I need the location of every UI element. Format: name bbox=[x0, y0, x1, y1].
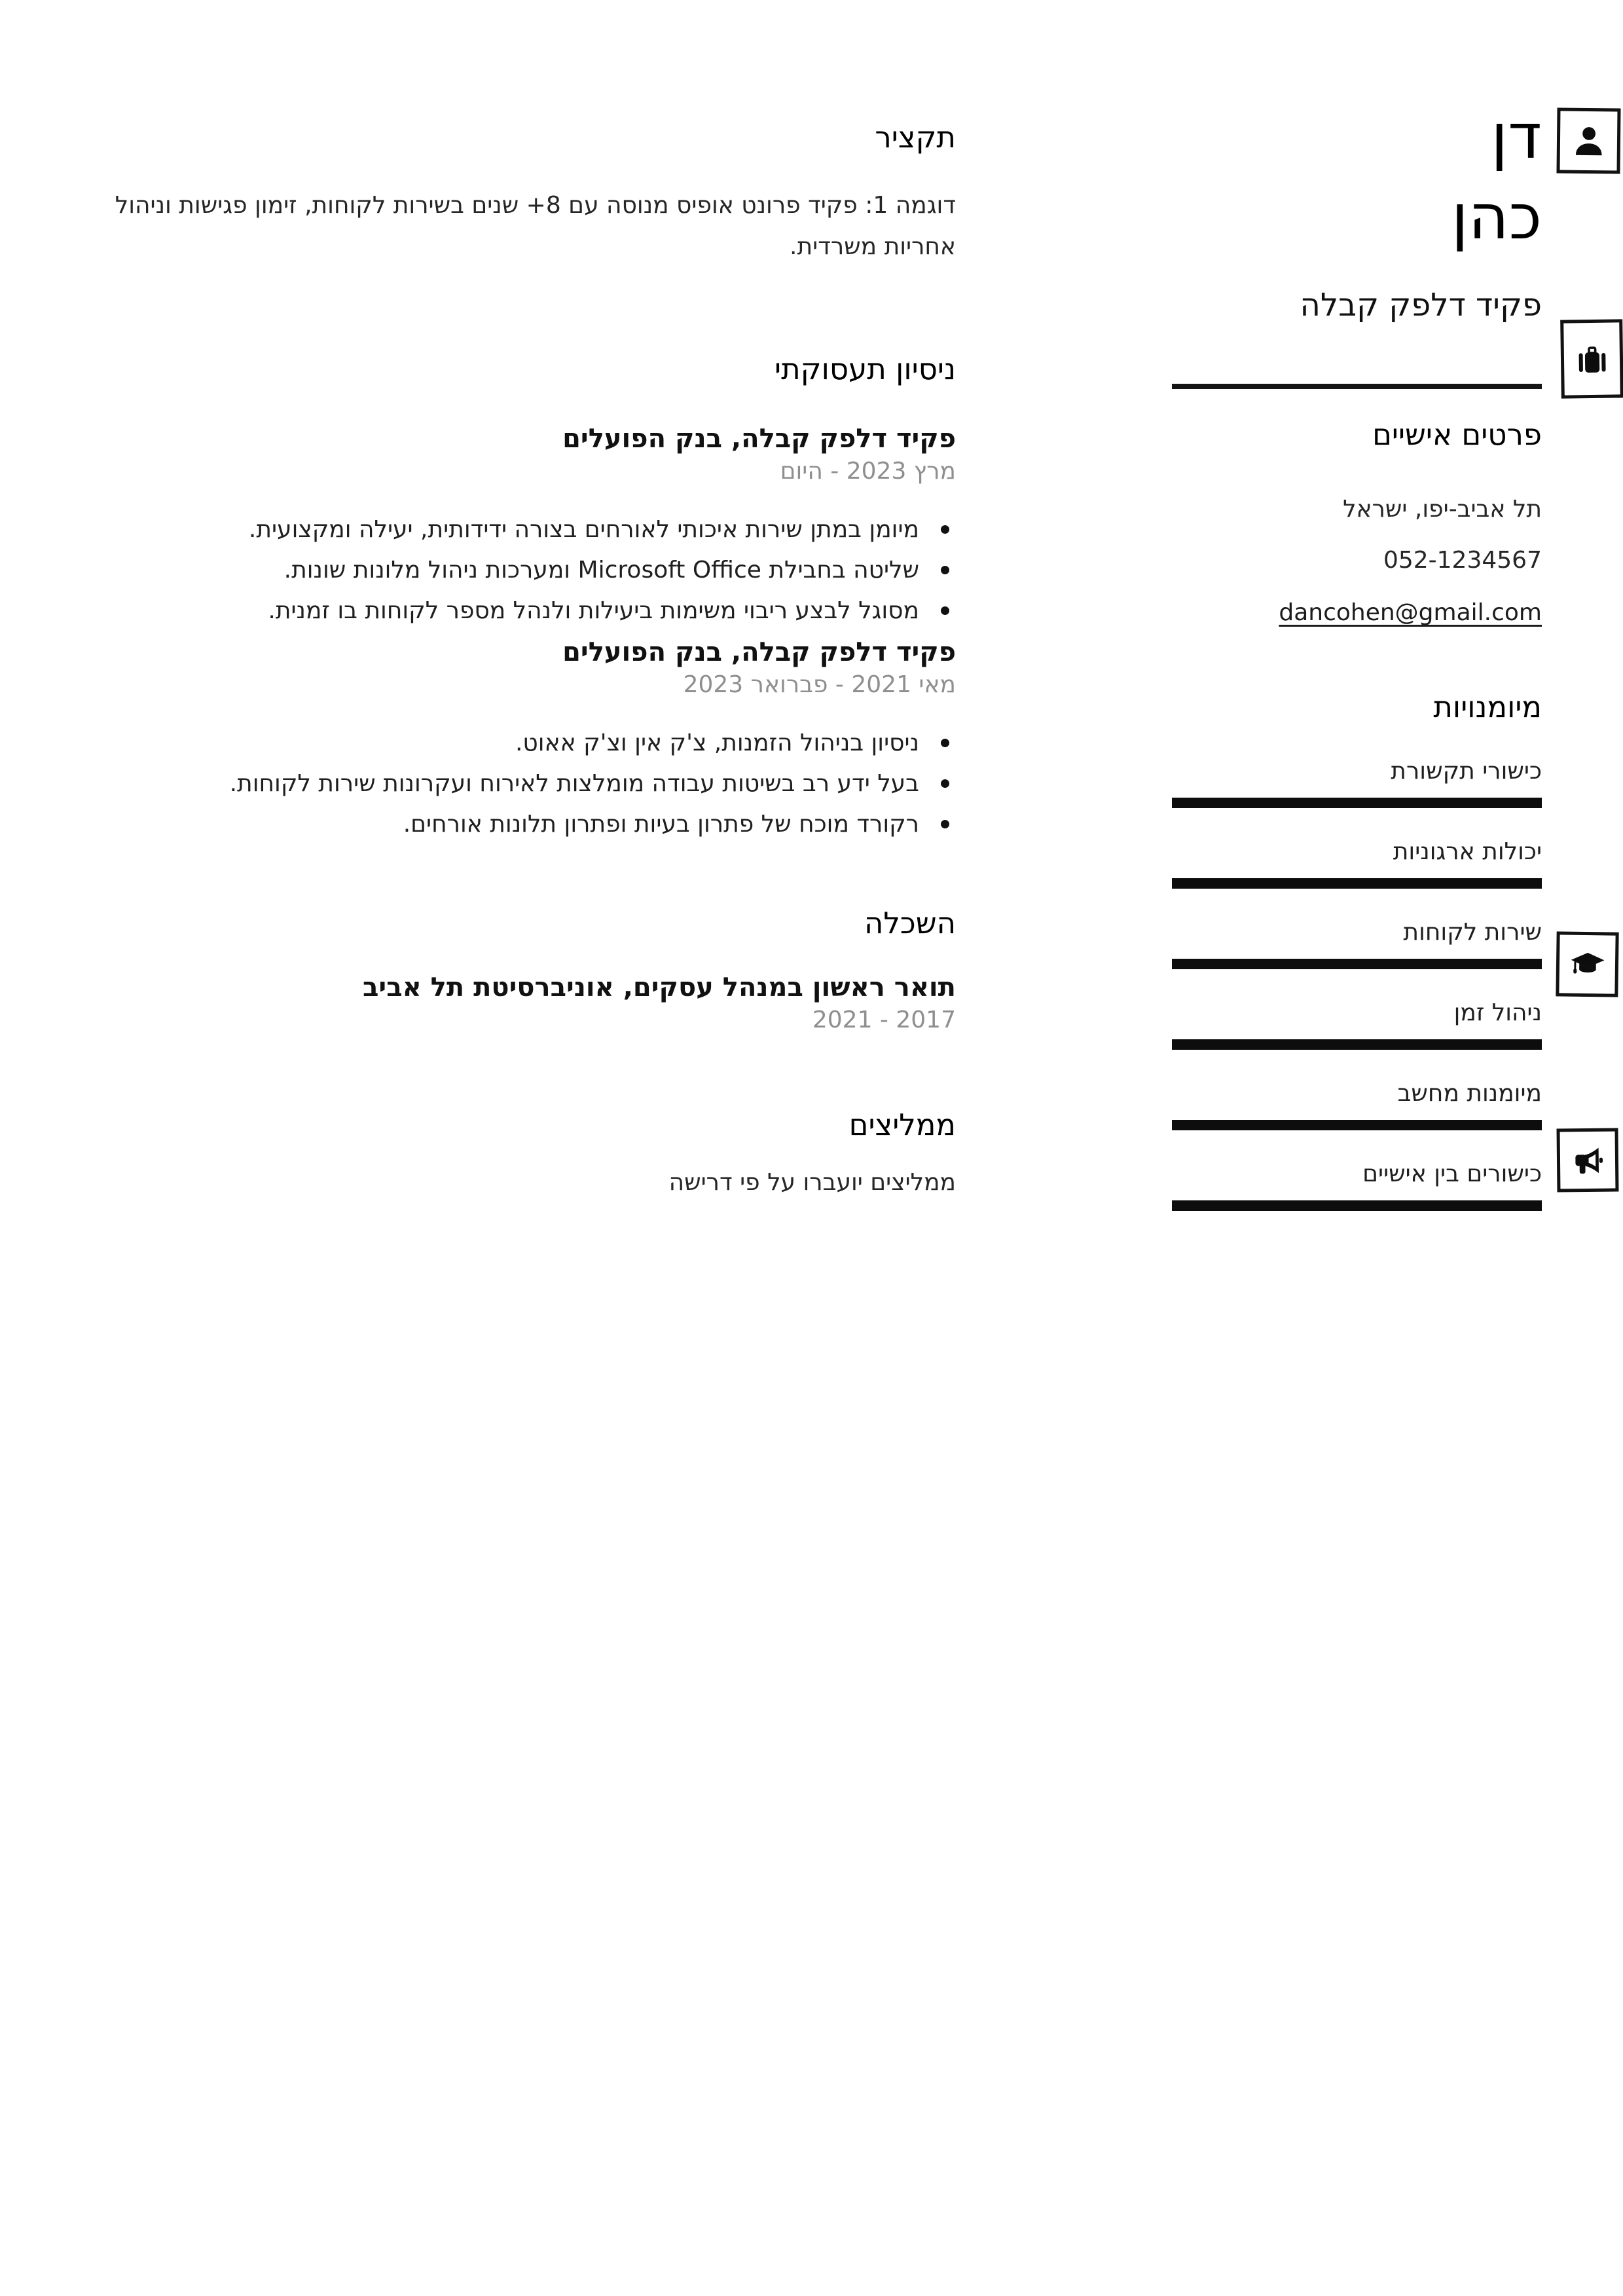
skill-level-bar bbox=[1172, 798, 1542, 808]
last-name: כהן bbox=[1451, 181, 1542, 253]
job-dates: מרץ 2023 - היום bbox=[780, 458, 956, 485]
experience-heading: ניסיון תעסוקתי bbox=[775, 352, 956, 386]
megaphone-icon bbox=[1556, 1128, 1618, 1193]
job-bullet-list bbox=[115, 723, 956, 845]
contact-email-row bbox=[1172, 599, 1542, 627]
skill-item bbox=[1172, 757, 1542, 808]
summary-heading: תקציר bbox=[875, 120, 956, 155]
education-degree: תואר ראשון במנהל עסקים, אוניברסיטת תל אביב bbox=[363, 972, 956, 1003]
experience-entry bbox=[115, 422, 956, 631]
sidebar bbox=[1172, 0, 1542, 1240]
skill-item bbox=[1172, 1160, 1542, 1211]
email-link[interactable]: dancohen@gmail.com bbox=[1279, 599, 1542, 626]
skills-heading: מיומנויות bbox=[1433, 690, 1542, 724]
skill-label: ניהול זמן bbox=[1453, 999, 1542, 1026]
job-bullet: מסוגל לבצע ריבוי משימות ביעילות ולנהל מספר לקוחות בו זמנית. bbox=[115, 591, 956, 631]
skill-level-bar bbox=[1172, 959, 1542, 969]
experience-entry bbox=[115, 635, 956, 845]
skill-label: שירות לקוחות bbox=[1403, 919, 1542, 946]
skill-level-bar bbox=[1172, 1120, 1542, 1130]
job-title: פקיד דלפק קבלה, בנק הפועלים bbox=[562, 637, 956, 667]
briefcase-icon bbox=[1560, 319, 1623, 398]
skill-item bbox=[1172, 1079, 1542, 1130]
job-bullet: בעל ידע רב בשיטות עבודה מומלצות לאירוח ועקרונות שירות לקוחות. bbox=[115, 764, 956, 804]
summary-text: דוגמה 1: פקיד פרונט אופיס מנוסה עם 8+ שנים בשירות לקוחות, זימון פגישות וניהול אחריות משרדית. bbox=[115, 192, 956, 260]
references-text: ממליצים יועברו על פי דרישה bbox=[668, 1169, 956, 1196]
references-heading: ממליצים bbox=[848, 1107, 956, 1142]
skills-list bbox=[1172, 757, 1542, 1211]
sidebar-divider bbox=[1172, 384, 1542, 389]
skill-label: כישורים בין אישיים bbox=[1362, 1160, 1542, 1187]
education-dates: 2017 - 2021 bbox=[812, 1007, 956, 1033]
personal-details-heading: פרטים אישיים bbox=[1372, 417, 1542, 452]
skill-label: יכולות ארגוניות bbox=[1393, 838, 1542, 865]
skill-label: כישורי תקשורת bbox=[1391, 758, 1542, 785]
job-dates: מאי 2021 - פברואר 2023 bbox=[683, 671, 956, 698]
profile-job-title: פקיד דלפק קבלה bbox=[1300, 287, 1542, 324]
skill-level-bar bbox=[1172, 1200, 1542, 1211]
education-heading: השכלה bbox=[864, 906, 956, 940]
first-name: דן bbox=[1491, 101, 1542, 173]
skill-level-bar bbox=[1172, 1039, 1542, 1050]
job-bullet: ניסיון בניהול הזמנות, צ'ק אין וצ'ק אאוט. bbox=[115, 723, 956, 764]
graduation-cap-icon bbox=[1556, 931, 1618, 997]
skill-item bbox=[1172, 838, 1542, 889]
job-bullet: רקורד מוכח של פתרון בעיות ופתרון תלונות אורחים. bbox=[115, 804, 956, 845]
contact-location: תל אביב-יפו, ישראל bbox=[1343, 496, 1542, 523]
main-column bbox=[115, 0, 956, 1197]
contact-phone: 052-1234567 bbox=[1383, 547, 1542, 574]
skill-label: מיומנות מחשב bbox=[1397, 1080, 1542, 1107]
job-bullet: שליטה בחבילת Microsoft Office ומערכות ניהול מלונות שונות. bbox=[115, 550, 956, 591]
job-bullet: מיומן במתן שירות איכותי לאורחים בצורה ידידותית, יעילה ומקצועית. bbox=[115, 509, 956, 550]
person-icon bbox=[1556, 107, 1620, 174]
job-title: פקיד דלפק קבלה, בנק הפועלים bbox=[562, 424, 956, 454]
skill-item bbox=[1172, 918, 1542, 969]
skill-item bbox=[1172, 999, 1542, 1050]
job-bullet-list bbox=[115, 509, 956, 631]
skill-level-bar bbox=[1172, 878, 1542, 889]
